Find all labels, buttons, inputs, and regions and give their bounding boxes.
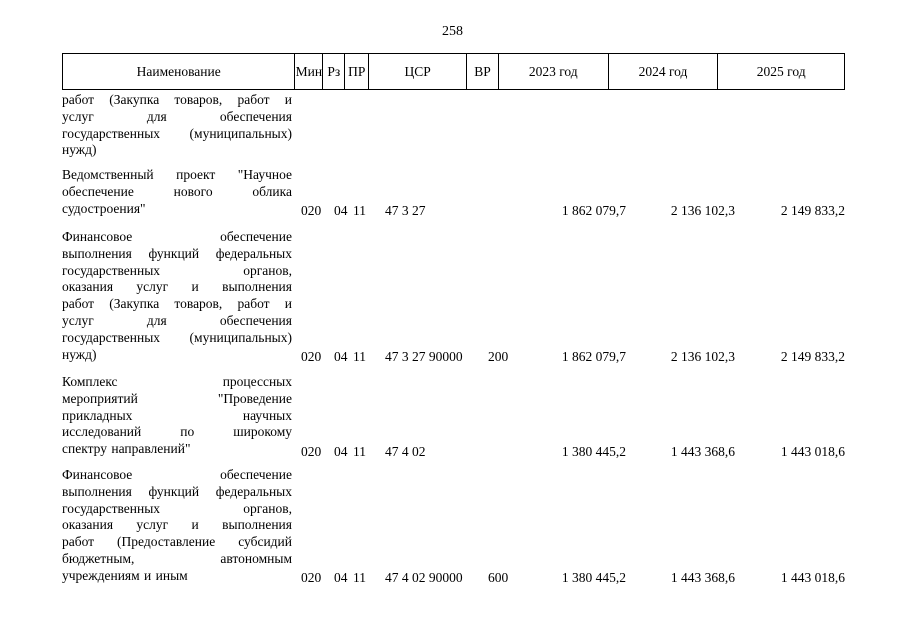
name-line: Финансовое обеспечение (62, 467, 292, 482)
row-name (62, 229, 292, 363)
header-2024: 2024 год (609, 54, 719, 89)
table-row (62, 229, 845, 365)
cell-csr: 47 4 02 90000 (385, 570, 463, 585)
cell-2023: 1 380 445,2 (561, 570, 626, 585)
cell-2024: 1 443 368,6 (670, 570, 735, 585)
cell-pr: 11 (353, 203, 366, 218)
header-2025: 2025 год (756, 63, 806, 79)
table-row (62, 467, 845, 586)
cell-min: 020 (301, 570, 322, 585)
cell-2023: 1 862 079,7 (561, 349, 626, 364)
cell-pr: 11 (353, 349, 366, 364)
cell-2023: 1 862 079,7 (561, 203, 626, 218)
cell-min: 020 (301, 444, 322, 459)
header-2023: 2023 год (499, 54, 609, 89)
header-vr: ВР (467, 54, 499, 89)
name-line: исследований по широкому (62, 424, 292, 440)
cell-2023: 1 380 445,2 (561, 444, 626, 459)
name-line: работ (Закупка товаров, работ и (62, 296, 292, 312)
name-line: учреждениям и иным (62, 567, 188, 583)
cell-vr: 200 (488, 349, 509, 364)
name-line: выполнения функций федеральных (62, 245, 292, 261)
table-row (62, 92, 845, 160)
cell-2025: 1 443 018,6 (780, 570, 845, 585)
name-line: услуг для обеспечения (62, 312, 292, 328)
name-line: бюджетным, автономным (62, 550, 292, 566)
name-line: судостроения" (62, 200, 146, 216)
name-line: нужд) (62, 142, 97, 158)
cell-csr: 47 4 02 (385, 444, 426, 459)
name-line: государственных органов, (62, 262, 292, 278)
cell-2024: 2 136 102,3 (670, 349, 735, 364)
cell-rz: 04 (334, 203, 348, 218)
name-line: выполнения функций федеральных (62, 483, 292, 499)
name-line: обеспечение нового облика (62, 183, 292, 199)
header-name: Наименование (63, 54, 295, 89)
cell-2025: 2 149 833,2 (780, 203, 845, 218)
row-name (62, 92, 292, 159)
cell-2024: 1 443 368,6 (670, 444, 735, 459)
header-min: Мин (295, 54, 323, 89)
cell-2025: 2 149 833,2 (780, 349, 845, 364)
table-row (62, 374, 845, 460)
name-line: услуг для обеспечения (62, 108, 292, 124)
name-line: оказания услуг и выполнения (62, 517, 292, 533)
header-csr: ЦСР (369, 54, 467, 89)
name-line: государственных (муниципальных) (62, 329, 292, 345)
row-name (62, 467, 292, 585)
name-line: Ведомственный проект "Научное (62, 167, 292, 182)
name-line: оказания услуг и выполнения (62, 279, 292, 295)
name-line: Финансовое обеспечение (62, 229, 292, 244)
cell-vr: 600 (488, 570, 509, 585)
name-line: спектру направлений" (62, 441, 191, 457)
header-pr: ПР (345, 54, 369, 89)
table-header (62, 53, 845, 90)
cell-csr: 47 3 27 (385, 203, 426, 218)
name-line: работ (Предоставление субсидий (62, 534, 292, 550)
cell-min: 020 (301, 203, 322, 218)
name-line: государственных органов, (62, 500, 292, 516)
name-line: работ (Закупка товаров, работ и (62, 92, 292, 107)
row-values (62, 443, 845, 460)
cell-csr: 47 3 27 90000 (385, 349, 463, 364)
cell-rz: 04 (334, 570, 348, 585)
row-values (62, 348, 845, 365)
name-line: государственных (муниципальных) (62, 125, 292, 141)
header-rz: Рз (323, 54, 345, 89)
cell-rz: 04 (334, 349, 348, 364)
name-line: нужд) (62, 346, 97, 362)
row-values (62, 202, 845, 219)
cell-2025: 1 443 018,6 (780, 444, 845, 459)
row-values (62, 569, 845, 586)
name-line: прикладных научных (62, 407, 292, 423)
name-line: Комплекс процессных (62, 374, 292, 389)
name-line: мероприятий "Проведение (62, 390, 292, 406)
cell-pr: 11 (353, 570, 366, 585)
cell-rz: 04 (334, 444, 348, 459)
cell-pr: 11 (353, 444, 366, 459)
cell-min: 020 (301, 349, 322, 364)
cell-2024: 2 136 102,3 (670, 203, 735, 218)
page-number: 258 (442, 24, 463, 39)
table-row (62, 167, 845, 219)
